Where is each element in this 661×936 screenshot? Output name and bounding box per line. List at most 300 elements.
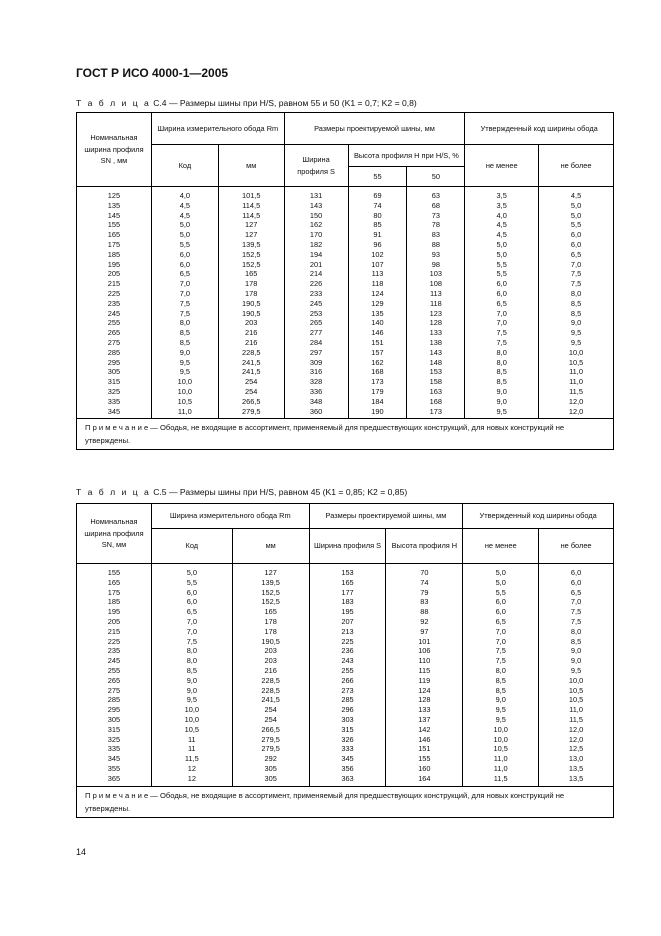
table-cell: 7,0 bbox=[539, 597, 614, 607]
table-cell: 124 bbox=[348, 289, 407, 299]
table-cell: 9,5 bbox=[463, 715, 539, 725]
table-cell: 69 bbox=[348, 187, 407, 201]
table-cell: 245 bbox=[284, 299, 348, 309]
document-header: ГОСТ Р ИСО 4000-1—2005 bbox=[76, 66, 229, 80]
table-cell: 5,0 bbox=[539, 211, 614, 221]
table-cell: 305 bbox=[232, 764, 309, 774]
table-cell: 11,5 bbox=[151, 754, 232, 764]
table-cell: 4,5 bbox=[539, 187, 614, 201]
table-cell: 265 bbox=[284, 318, 348, 328]
table-cell: 5,0 bbox=[463, 564, 539, 578]
table-cell: 10,5 bbox=[539, 695, 614, 705]
table-row bbox=[77, 338, 614, 348]
table-cell: 155 bbox=[77, 220, 152, 230]
table-cell: 7,5 bbox=[463, 646, 539, 656]
header-ratio-50: 50 bbox=[407, 167, 465, 187]
header-approved-rim-code: Утвержденный код ширины обода bbox=[465, 113, 614, 145]
table-cell: 285 bbox=[309, 695, 386, 705]
table-cell: 74 bbox=[348, 201, 407, 211]
header-mm: мм bbox=[232, 529, 309, 564]
header-profile-width: Ширина профиля S bbox=[309, 529, 386, 564]
table-cell: 279,5 bbox=[218, 407, 284, 419]
table-cell: 9,5 bbox=[539, 328, 614, 338]
table-cell: 12,5 bbox=[539, 744, 614, 754]
header-nominal-width: Номинальная ширина профиля SN, мм bbox=[77, 504, 152, 564]
table-cell: 9,0 bbox=[463, 695, 539, 705]
table-cell: 195 bbox=[77, 260, 152, 270]
table-cell: 255 bbox=[77, 318, 152, 328]
table-cell: 365 bbox=[77, 774, 152, 786]
table-cell: 11,5 bbox=[539, 387, 614, 397]
table-cell: 168 bbox=[348, 367, 407, 377]
table-cell: 10,5 bbox=[539, 686, 614, 696]
table-cell: 5,5 bbox=[463, 588, 539, 598]
table-cell: 253 bbox=[284, 309, 348, 319]
table-c4-caption-text: C.4 — Размеры шины при H/S, равном 55 и 50 (K1 = 0,7; K2 = 0,8) bbox=[153, 98, 417, 108]
table-row bbox=[77, 725, 614, 735]
table-cell: 6,0 bbox=[539, 564, 614, 578]
table-cell: 315 bbox=[309, 725, 386, 735]
table-cell: 325 bbox=[77, 387, 152, 397]
table-cell: 10,0 bbox=[151, 377, 218, 387]
table-cell: 118 bbox=[348, 279, 407, 289]
table-cell: 5,5 bbox=[151, 240, 218, 250]
table-cell: 9,0 bbox=[151, 686, 232, 696]
table-cell: 8,0 bbox=[465, 348, 539, 358]
table-cell: 216 bbox=[218, 338, 284, 348]
table-cell: 6,0 bbox=[539, 578, 614, 588]
table-cell: 150 bbox=[284, 211, 348, 221]
header-approved-rim-code: Утвержденный код ширины обода bbox=[463, 504, 614, 529]
table-cell: 228,5 bbox=[218, 348, 284, 358]
header-mm: мм bbox=[218, 145, 284, 187]
table-cell: 135 bbox=[77, 201, 152, 211]
table-cell: 10,5 bbox=[463, 744, 539, 754]
table-cell: 173 bbox=[348, 377, 407, 387]
table-row bbox=[77, 348, 614, 358]
table-cell: 216 bbox=[218, 328, 284, 338]
table-c5-caption bbox=[76, 487, 407, 497]
table-cell: 185 bbox=[77, 250, 152, 260]
table-cell: 165 bbox=[232, 607, 309, 617]
table-row bbox=[77, 211, 614, 221]
table-cell: 118 bbox=[407, 299, 465, 309]
table-cell: 7,0 bbox=[151, 627, 232, 637]
table-cell: 233 bbox=[284, 289, 348, 299]
table-row bbox=[77, 646, 614, 656]
table-cell: 245 bbox=[77, 309, 152, 319]
table-cell: 8,0 bbox=[463, 666, 539, 676]
table-cell: 127 bbox=[218, 220, 284, 230]
table-cell: 107 bbox=[348, 260, 407, 270]
table-cell: 207 bbox=[309, 617, 386, 627]
table-cell: 8,5 bbox=[463, 686, 539, 696]
table-cell: 279,5 bbox=[232, 744, 309, 754]
table-cell: 273 bbox=[309, 686, 386, 696]
table-cell: 175 bbox=[77, 240, 152, 250]
table-cell: 7,0 bbox=[465, 318, 539, 328]
table-cell: 5,0 bbox=[465, 240, 539, 250]
table-cell: 4,0 bbox=[465, 211, 539, 221]
table-cell: 9,0 bbox=[151, 348, 218, 358]
table-cell: 7,5 bbox=[151, 637, 232, 647]
table-cell: 10,0 bbox=[463, 725, 539, 735]
table-cell: 114,5 bbox=[218, 201, 284, 211]
table-cell: 216 bbox=[232, 666, 309, 676]
table-cell: 10,5 bbox=[151, 397, 218, 407]
table-cell: 185 bbox=[77, 597, 152, 607]
table-cell: 93 bbox=[407, 250, 465, 260]
table-cell: 7,5 bbox=[151, 309, 218, 319]
table-cell: 285 bbox=[77, 695, 152, 705]
table-cell: 155 bbox=[386, 754, 463, 764]
table-cell: 6,0 bbox=[151, 250, 218, 260]
table-cell: 184 bbox=[348, 397, 407, 407]
table-cell: 110 bbox=[386, 656, 463, 666]
table-cell: 325 bbox=[77, 735, 152, 745]
table-cell: 213 bbox=[309, 627, 386, 637]
table-cell: 295 bbox=[77, 358, 152, 368]
table-cell: 190 bbox=[348, 407, 407, 419]
table-cell: 7,5 bbox=[465, 338, 539, 348]
table-c5-caption-text: C.5 — Размеры шины при H/S, равном 45 (K1 = 0,85; K2 = 0,85) bbox=[153, 487, 408, 497]
table-cell: 6,5 bbox=[539, 588, 614, 598]
table-cell: 266,5 bbox=[218, 397, 284, 407]
table-cell: 178 bbox=[232, 627, 309, 637]
table-cell: 254 bbox=[218, 377, 284, 387]
table-cell: 12,0 bbox=[539, 735, 614, 745]
table-cell: 11,0 bbox=[539, 705, 614, 715]
table-cell: 266 bbox=[309, 676, 386, 686]
table-row bbox=[77, 656, 614, 666]
table-row bbox=[77, 397, 614, 407]
table-cell: 78 bbox=[407, 220, 465, 230]
table-cell: 162 bbox=[348, 358, 407, 368]
table-cell: 114,5 bbox=[218, 211, 284, 221]
table-cell: 226 bbox=[284, 279, 348, 289]
table-cell: 6,0 bbox=[151, 588, 232, 598]
table-cell: 128 bbox=[386, 695, 463, 705]
table-cell: 363 bbox=[309, 774, 386, 786]
table-row bbox=[77, 578, 614, 588]
table-row bbox=[77, 250, 614, 260]
table-cell: 236 bbox=[309, 646, 386, 656]
table-cell: 88 bbox=[386, 607, 463, 617]
table-cell: 12,0 bbox=[539, 725, 614, 735]
header-code: Код bbox=[151, 145, 218, 187]
table-cell: 157 bbox=[348, 348, 407, 358]
table-cell: 123 bbox=[407, 309, 465, 319]
table-cell: 6,0 bbox=[463, 597, 539, 607]
table-cell: 165 bbox=[77, 578, 152, 588]
table-cell: 6,0 bbox=[539, 230, 614, 240]
table-cell: 205 bbox=[77, 617, 152, 627]
table-cell: 10,0 bbox=[539, 676, 614, 686]
table-cell: 241,5 bbox=[218, 358, 284, 368]
table-cell: 101 bbox=[386, 637, 463, 647]
table-cell: 195 bbox=[77, 607, 152, 617]
table-cell: 5,0 bbox=[151, 220, 218, 230]
table-row bbox=[77, 387, 614, 397]
table-cell: 6,0 bbox=[465, 289, 539, 299]
table-cell: 178 bbox=[218, 279, 284, 289]
table-cell: 142 bbox=[386, 725, 463, 735]
table-cell: 6,0 bbox=[151, 597, 232, 607]
table-row bbox=[77, 597, 614, 607]
table-c5-caption-prefix: Т а б л и ц а bbox=[76, 487, 151, 497]
table-cell: 177 bbox=[309, 588, 386, 598]
table-cell: 6,0 bbox=[465, 279, 539, 289]
table-cell: 8,0 bbox=[465, 358, 539, 368]
table-cell: 201 bbox=[284, 260, 348, 270]
table-cell: 355 bbox=[77, 764, 152, 774]
table-cell: 13,5 bbox=[539, 774, 614, 786]
table-row bbox=[77, 764, 614, 774]
table-cell: 215 bbox=[77, 627, 152, 637]
table-row bbox=[77, 201, 614, 211]
table-cell: 315 bbox=[77, 725, 152, 735]
table-cell: 113 bbox=[407, 289, 465, 299]
table-cell: 4,5 bbox=[151, 211, 218, 221]
header-code: Код bbox=[151, 529, 232, 564]
table-cell: 165 bbox=[77, 230, 152, 240]
table-cell: 5,5 bbox=[465, 260, 539, 270]
table-cell: 129 bbox=[348, 299, 407, 309]
table-cell: 11,0 bbox=[539, 367, 614, 377]
table-cell: 328 bbox=[284, 377, 348, 387]
table-cell: 9,0 bbox=[539, 646, 614, 656]
table-cell: 8,5 bbox=[151, 338, 218, 348]
table-cell: 8,0 bbox=[539, 289, 614, 299]
table-cell: 9,0 bbox=[539, 318, 614, 328]
table-cell: 164 bbox=[386, 774, 463, 786]
table-cell: 190,5 bbox=[232, 637, 309, 647]
table-cell: 183 bbox=[309, 597, 386, 607]
table-cell: 7,5 bbox=[539, 617, 614, 627]
table-cell: 9,0 bbox=[151, 676, 232, 686]
table-cell: 214 bbox=[284, 269, 348, 279]
table-cell: 101,5 bbox=[218, 187, 284, 201]
table-cell: 4,5 bbox=[465, 230, 539, 240]
table-row bbox=[77, 358, 614, 368]
table-row bbox=[77, 637, 614, 647]
table-cell: 7,0 bbox=[465, 309, 539, 319]
table-cell: 11 bbox=[151, 735, 232, 745]
table-c4-note: П р и м е ч а н и е — Ободья, не входящие в ассортимент, применяемый для предшествующих конструкций, для новых конструкций не утверждены. bbox=[77, 419, 614, 450]
table-cell: 9,5 bbox=[539, 666, 614, 676]
table-cell: 5,5 bbox=[151, 578, 232, 588]
table-cell: 4,0 bbox=[151, 187, 218, 201]
header-profile-height: Высота профиля H bbox=[386, 529, 463, 564]
table-cell: 151 bbox=[348, 338, 407, 348]
table-row bbox=[77, 666, 614, 676]
table-cell: 11,0 bbox=[463, 754, 539, 764]
table-cell: 12 bbox=[151, 774, 232, 786]
table-row bbox=[77, 676, 614, 686]
table-row bbox=[77, 289, 614, 299]
table-cell: 9,5 bbox=[151, 367, 218, 377]
table-row bbox=[77, 318, 614, 328]
table-row bbox=[77, 617, 614, 627]
table-cell: 153 bbox=[309, 564, 386, 578]
table-cell: 155 bbox=[77, 564, 152, 578]
table-cell: 305 bbox=[77, 715, 152, 725]
table-cell: 143 bbox=[284, 201, 348, 211]
table-cell: 333 bbox=[309, 744, 386, 754]
table-cell: 6,5 bbox=[151, 269, 218, 279]
table-cell: 119 bbox=[386, 676, 463, 686]
table-cell: 8,5 bbox=[465, 367, 539, 377]
table-cell: 265 bbox=[77, 676, 152, 686]
table-cell: 92 bbox=[386, 617, 463, 627]
table-cell: 8,5 bbox=[465, 377, 539, 387]
table-cell: 139,5 bbox=[218, 240, 284, 250]
table-cell: 345 bbox=[77, 407, 152, 419]
table-cell: 79 bbox=[386, 588, 463, 598]
table-cell: 279,5 bbox=[232, 735, 309, 745]
table-cell: 133 bbox=[386, 705, 463, 715]
table-row bbox=[77, 735, 614, 745]
table-cell: 8,0 bbox=[151, 318, 218, 328]
table-cell: 97 bbox=[386, 627, 463, 637]
table-cell: 83 bbox=[386, 597, 463, 607]
table-row bbox=[77, 407, 614, 419]
table-cell: 10,0 bbox=[463, 735, 539, 745]
table-cell: 98 bbox=[407, 260, 465, 270]
table-cell: 275 bbox=[77, 338, 152, 348]
table-row bbox=[77, 220, 614, 230]
table-cell: 138 bbox=[407, 338, 465, 348]
table-cell: 145 bbox=[77, 211, 152, 221]
table-cell: 245 bbox=[77, 656, 152, 666]
table-cell: 80 bbox=[348, 211, 407, 221]
table-cell: 345 bbox=[309, 754, 386, 764]
page-number: 14 bbox=[76, 847, 87, 857]
table-cell: 225 bbox=[77, 637, 152, 647]
table-cell: 11 bbox=[151, 744, 232, 754]
table-cell: 165 bbox=[309, 578, 386, 588]
table-cell: 6,5 bbox=[151, 607, 232, 617]
table-cell: 160 bbox=[386, 764, 463, 774]
table-cell: 85 bbox=[348, 220, 407, 230]
table-cell: 348 bbox=[284, 397, 348, 407]
table-cell: 10,0 bbox=[151, 705, 232, 715]
table-cell: 235 bbox=[77, 299, 152, 309]
table-c4-caption bbox=[76, 98, 417, 108]
table-cell: 6,5 bbox=[463, 617, 539, 627]
table-cell: 103 bbox=[407, 269, 465, 279]
table-cell: 9,0 bbox=[465, 397, 539, 407]
table-cell: 127 bbox=[232, 564, 309, 578]
table-cell: 7,0 bbox=[463, 627, 539, 637]
table-cell: 9,0 bbox=[539, 656, 614, 666]
table-cell: 153 bbox=[407, 367, 465, 377]
table-row bbox=[77, 754, 614, 764]
table-cell: 5,0 bbox=[465, 250, 539, 260]
header-not-less: не менее bbox=[465, 145, 539, 187]
table-cell: 8,5 bbox=[151, 666, 232, 676]
table-cell: 241,5 bbox=[232, 695, 309, 705]
table-cell: 133 bbox=[407, 328, 465, 338]
table-cell: 7,5 bbox=[539, 279, 614, 289]
table-cell: 190,5 bbox=[218, 309, 284, 319]
table-cell: 195 bbox=[309, 607, 386, 617]
table-cell: 6,0 bbox=[539, 240, 614, 250]
table-cell: 7,0 bbox=[151, 289, 218, 299]
table-cell: 7,5 bbox=[463, 656, 539, 666]
table-cell: 10,5 bbox=[151, 725, 232, 735]
header-profile-width: Ширина профиля S bbox=[284, 145, 348, 187]
table-cell: 9,5 bbox=[539, 338, 614, 348]
header-not-more: не более bbox=[539, 529, 614, 564]
table-cell: 135 bbox=[348, 309, 407, 319]
table-cell: 345 bbox=[77, 754, 152, 764]
table-cell: 152,5 bbox=[232, 597, 309, 607]
table-row bbox=[77, 279, 614, 289]
table-cell: 131 bbox=[284, 187, 348, 201]
header-rim-width: Ширина измерительного обода Rm bbox=[151, 113, 284, 145]
table-cell: 284 bbox=[284, 338, 348, 348]
table-cell: 178 bbox=[218, 289, 284, 299]
table-row bbox=[77, 588, 614, 598]
table-cell: 146 bbox=[386, 735, 463, 745]
table-cell: 152,5 bbox=[218, 250, 284, 260]
table-cell: 266,5 bbox=[232, 725, 309, 735]
table-cell: 228,5 bbox=[232, 676, 309, 686]
table-cell: 12,0 bbox=[539, 407, 614, 419]
table-cell: 74 bbox=[386, 578, 463, 588]
table-cell: 139,5 bbox=[232, 578, 309, 588]
table-cell: 336 bbox=[284, 387, 348, 397]
table-row bbox=[77, 328, 614, 338]
table-cell: 305 bbox=[232, 774, 309, 786]
table-cell: 11,0 bbox=[463, 764, 539, 774]
table-cell: 9,5 bbox=[465, 407, 539, 419]
table-cell: 8,5 bbox=[151, 328, 218, 338]
table-cell: 12 bbox=[151, 764, 232, 774]
table-cell: 7,0 bbox=[539, 260, 614, 270]
table-cell: 316 bbox=[284, 367, 348, 377]
table-cell: 63 bbox=[407, 187, 465, 201]
table-row bbox=[77, 744, 614, 754]
header-profile-height: Высота профиля H при H/S, % bbox=[348, 145, 465, 167]
table-row bbox=[77, 607, 614, 617]
header-nominal-width: Номинальная ширина профиля SN , мм bbox=[77, 113, 152, 187]
table-cell: 4,5 bbox=[151, 201, 218, 211]
table-c4 bbox=[76, 112, 614, 450]
table-cell: 254 bbox=[232, 715, 309, 725]
table-row bbox=[77, 695, 614, 705]
table-cell: 8,5 bbox=[539, 637, 614, 647]
table-cell: 146 bbox=[348, 328, 407, 338]
table-cell: 162 bbox=[284, 220, 348, 230]
table-cell: 11,5 bbox=[463, 774, 539, 786]
table-cell: 203 bbox=[218, 318, 284, 328]
table-cell: 9,5 bbox=[151, 358, 218, 368]
table-row bbox=[77, 367, 614, 377]
table-cell: 255 bbox=[77, 666, 152, 676]
table-cell: 203 bbox=[232, 656, 309, 666]
table-cell: 315 bbox=[77, 377, 152, 387]
table-cell: 10,0 bbox=[151, 387, 218, 397]
table-cell: 152,5 bbox=[232, 588, 309, 598]
table-cell: 3,5 bbox=[465, 201, 539, 211]
table-cell: 8,5 bbox=[539, 299, 614, 309]
table-cell: 124 bbox=[386, 686, 463, 696]
table-cell: 5,0 bbox=[539, 201, 614, 211]
table-cell: 7,5 bbox=[151, 299, 218, 309]
table-cell: 241,5 bbox=[218, 367, 284, 377]
